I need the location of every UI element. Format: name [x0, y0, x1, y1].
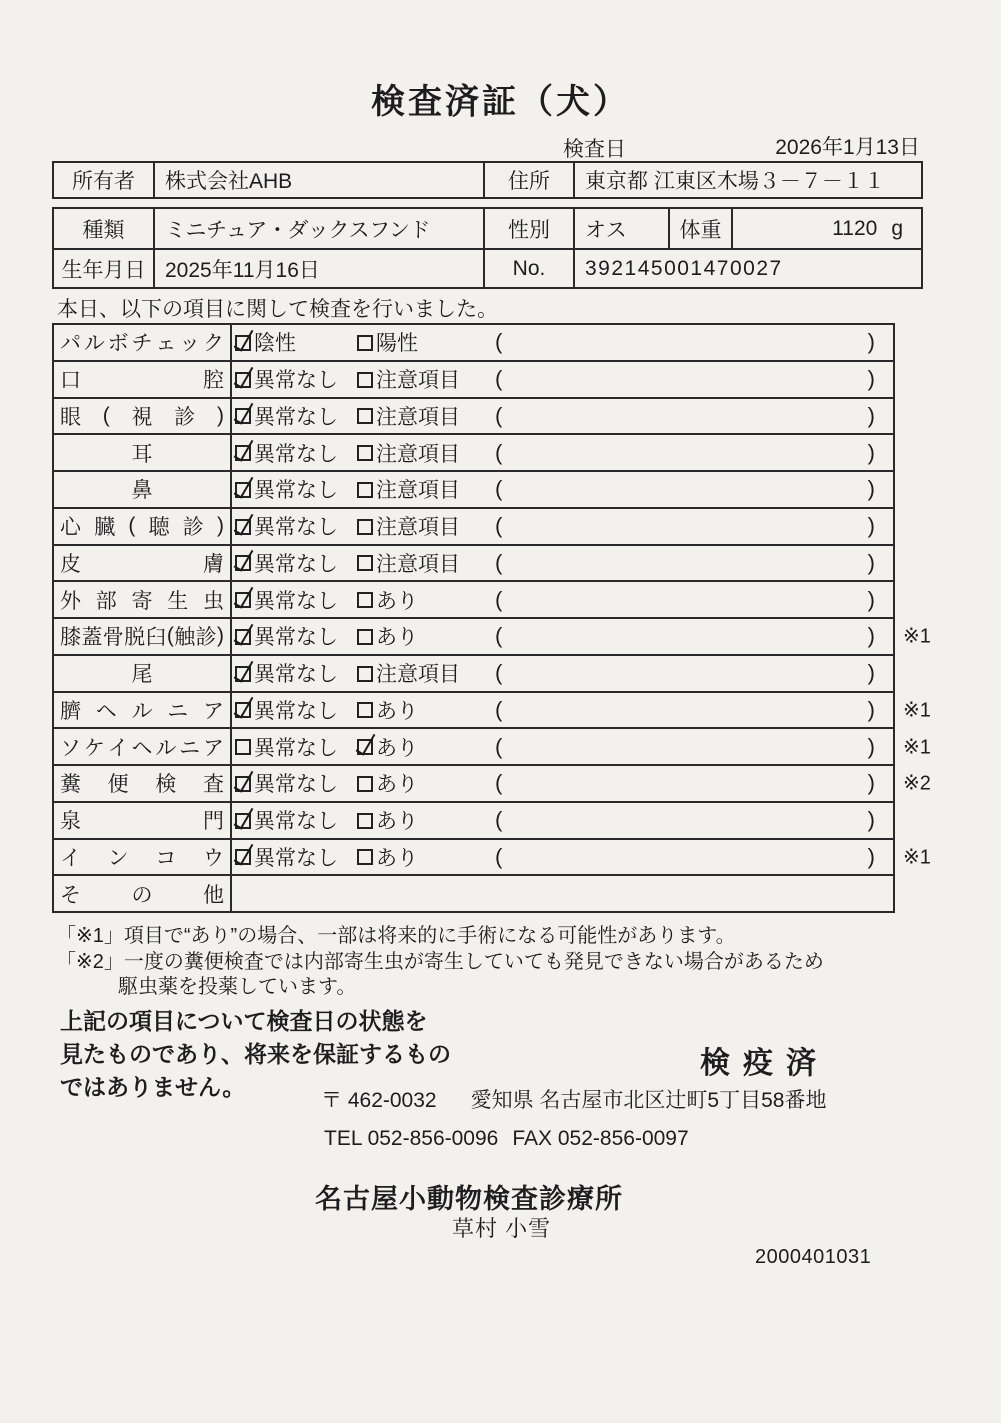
- option-secondary-label: 陽性: [376, 332, 418, 356]
- result-option-secondary: [357, 401, 495, 431]
- option-primary-label: 異常なし: [254, 479, 338, 503]
- exam-item-label: 尾: [54, 656, 232, 691]
- disclaimer-line-1: 上記の項目について検査日の状態を: [60, 1008, 428, 1034]
- remarks-paren-close: ): [867, 696, 875, 722]
- checkbox-secondary: [357, 335, 373, 351]
- checkbox-primary: [235, 555, 251, 571]
- checklist-row: [54, 397, 893, 434]
- exam-item-label: 泉 門: [54, 803, 232, 838]
- checkbox-secondary: [357, 739, 373, 755]
- result-option-secondary: [357, 768, 495, 798]
- clinic-address-line: [321, 1084, 826, 1114]
- result-option-secondary: [357, 511, 495, 541]
- result-option-primary: [235, 768, 357, 798]
- option-primary-label: 異常なし: [254, 405, 338, 429]
- checkbox-primary: [235, 776, 251, 792]
- exam-item-label: イ ン コ ウ: [54, 840, 232, 875]
- checkbox-secondary: [357, 813, 373, 829]
- sex-value: オス: [575, 209, 670, 248]
- result-option-secondary: [357, 732, 495, 762]
- remarks-paren-open: (: [495, 696, 503, 722]
- result-option-primary: [235, 438, 357, 468]
- result-option-primary: [235, 658, 357, 688]
- remarks-paren-close: ): [867, 366, 875, 392]
- remarks-paren-close: ): [867, 586, 875, 612]
- checkbox-primary: [235, 813, 251, 829]
- exam-item-label: パ ル ボ チ ェ ッ ク: [54, 325, 232, 360]
- option-secondary-label: 注意項目: [376, 516, 460, 540]
- footnote-2-line1: 「※2」一度の糞便検査では内部寄生虫が寄生していても発見できない場合があるため: [56, 951, 824, 973]
- exam-item-result: [232, 729, 931, 764]
- exam-item-result: [232, 399, 893, 434]
- result-option-secondary: [357, 658, 495, 688]
- exam-item-result: [232, 325, 893, 360]
- checkbox-primary: [235, 482, 251, 498]
- remarks-paren-open: (: [495, 843, 503, 869]
- result-option-primary: [235, 511, 357, 541]
- checklist-row: [54, 544, 893, 581]
- footnote-1: 「※1」項目で“あり”の場合、一部は将来的に手術になる可能性があります。: [56, 925, 736, 947]
- certificate-no-label: No.: [485, 250, 575, 287]
- address-label: 住所: [485, 163, 575, 197]
- remarks-paren-open: (: [495, 402, 503, 428]
- result-option-secondary: [357, 805, 495, 835]
- breed-value: ミニチュア・ダックスフンド: [155, 209, 485, 248]
- checkbox-primary: [235, 519, 251, 535]
- owner-row: [54, 163, 921, 197]
- checkbox-primary: [235, 372, 251, 388]
- option-primary-label: 異常なし: [254, 442, 338, 466]
- weight-unit: g: [891, 216, 903, 240]
- quarantine-stamp: 検疫済: [700, 1047, 829, 1080]
- result-option-primary: [235, 327, 357, 357]
- remarks-paren-close: ): [867, 549, 875, 575]
- veterinarian-name: 草村 小雪: [452, 1216, 552, 1241]
- checkbox-primary: [235, 666, 251, 682]
- disclaimer-line-2: 見たものであり、将来を保証するもの: [60, 1041, 451, 1067]
- checkbox-secondary: [357, 592, 373, 608]
- option-secondary-label: あり: [376, 736, 418, 760]
- remarks-paren-open: (: [495, 366, 503, 392]
- checklist-row: [54, 470, 893, 507]
- option-secondary-label: あり: [376, 810, 418, 834]
- result-option-primary: [235, 548, 357, 578]
- remarks-paren-open: (: [495, 329, 503, 355]
- result-option-secondary: [357, 621, 495, 651]
- footnote-ref: ※1: [903, 846, 931, 869]
- clinic-name: 名古屋小動物検査診療所: [315, 1184, 623, 1214]
- checklist-row: [54, 433, 893, 470]
- remarks-paren-open: (: [495, 807, 503, 833]
- exam-item-result: [232, 509, 893, 544]
- clinic-fax: FAX 052-856-0097: [512, 1127, 689, 1150]
- document-code: 2000401031: [755, 1246, 872, 1268]
- pet-row-1: [54, 209, 921, 248]
- pet-row-2: [54, 248, 921, 287]
- exam-item-result: [232, 472, 893, 507]
- checkbox-secondary: [357, 555, 373, 571]
- result-option-primary: [235, 842, 357, 872]
- result-option-primary: [235, 364, 357, 394]
- checkbox-secondary: [357, 519, 373, 535]
- exam-item-result: [232, 656, 893, 691]
- checkbox-primary: [235, 629, 251, 645]
- remarks-paren-close: ): [867, 476, 875, 502]
- breed-label: 種類: [54, 209, 155, 248]
- remarks-paren-open: (: [495, 660, 503, 686]
- exam-item-label: 膝 蓋 骨 脱 臼 ( 触 診 ): [54, 619, 232, 654]
- checklist-row: [54, 838, 931, 875]
- result-option-primary: [235, 474, 357, 504]
- clinic-postal-code: 〒 462-0032: [321, 1089, 437, 1112]
- checkbox-secondary: [357, 372, 373, 388]
- result-option-secondary: [357, 842, 495, 872]
- result-option-primary: [235, 695, 357, 725]
- checkbox-secondary: [357, 629, 373, 645]
- result-option-secondary: [357, 327, 495, 357]
- result-option-primary: [235, 805, 357, 835]
- exam-item-label: 鼻: [54, 472, 232, 507]
- option-secondary-label: あり: [376, 626, 418, 650]
- remarks-paren-close: ): [867, 807, 875, 833]
- sex-label: 性別: [485, 209, 575, 248]
- option-primary-label: 異常なし: [254, 773, 338, 797]
- checklist-row: [54, 801, 893, 838]
- exam-item-result: [232, 435, 893, 470]
- remarks-paren-close: ): [867, 770, 875, 796]
- option-primary-label: 異常なし: [254, 663, 338, 687]
- certificate-no-value: 392145001470027: [585, 256, 783, 280]
- exam-checklist: [52, 323, 931, 913]
- exam-item-result: [232, 766, 931, 801]
- exam-item-result: [232, 876, 893, 911]
- option-secondary-label: 注意項目: [376, 552, 460, 576]
- footnote-ref: ※1: [903, 625, 931, 648]
- weight-label: 体重: [670, 209, 733, 248]
- option-secondary-label: 注意項目: [376, 663, 460, 687]
- remarks-paren-open: (: [495, 770, 503, 796]
- option-secondary-label: あり: [376, 699, 418, 723]
- checkbox-primary: [235, 702, 251, 718]
- checkbox-secondary: [357, 408, 373, 424]
- option-secondary-label: あり: [376, 773, 418, 797]
- checklist-row: [54, 325, 893, 360]
- option-secondary-label: あり: [376, 589, 418, 613]
- result-option-secondary: [357, 364, 495, 394]
- checklist-row: [54, 360, 893, 397]
- result-option-secondary: [357, 474, 495, 504]
- exam-item-label: ソ ケ イ ヘ ル ニ ア: [54, 729, 232, 764]
- option-secondary-label: 注意項目: [376, 369, 460, 393]
- option-primary-label: 異常なし: [254, 736, 338, 760]
- option-primary-label: 異常なし: [254, 552, 338, 576]
- result-option-primary: [235, 621, 357, 651]
- exam-item-label: 眼 ( 視 診 ): [54, 399, 232, 434]
- checkbox-primary: [235, 739, 251, 755]
- result-option-secondary: [357, 438, 495, 468]
- exam-item-label: 耳: [54, 435, 232, 470]
- clinic-contact-line: [324, 1127, 689, 1151]
- exam-item-result: [232, 803, 893, 838]
- exam-item-label: 口 腔: [54, 362, 232, 397]
- checklist-intro: 本日、以下の項目に関して検査を行いました。: [57, 298, 498, 321]
- option-primary-label: 異常なし: [254, 369, 338, 393]
- remarks-paren-close: ): [867, 843, 875, 869]
- footnote-ref: ※2: [903, 772, 931, 795]
- remarks-paren-open: (: [495, 513, 503, 539]
- checklist-row: [54, 617, 931, 654]
- exam-date-label: 検査日: [563, 138, 626, 161]
- footnote-ref: ※1: [903, 699, 931, 722]
- checklist-row: [54, 654, 893, 691]
- checkbox-primary: [235, 408, 251, 424]
- remarks-paren-close: ): [867, 733, 875, 759]
- remarks-paren-open: (: [495, 586, 503, 612]
- owner-value: 株式会社AHB: [155, 163, 485, 197]
- exam-item-result: [232, 619, 931, 654]
- option-secondary-label: 注意項目: [376, 442, 460, 466]
- checkbox-secondary: [357, 849, 373, 865]
- option-primary-label: 異常なし: [254, 810, 338, 834]
- result-option-primary: [235, 585, 357, 615]
- remarks-paren-close: ): [867, 623, 875, 649]
- checkbox-primary: [235, 849, 251, 865]
- owner-label: 所有者: [54, 163, 155, 197]
- checklist-row: [54, 727, 931, 764]
- checkbox-primary: [235, 592, 251, 608]
- remarks-paren-open: (: [495, 733, 503, 759]
- page-title: 検査済証（犬）: [371, 83, 630, 121]
- pet-table: [52, 207, 923, 289]
- exam-item-result: [232, 546, 893, 581]
- checkbox-secondary: [357, 776, 373, 792]
- result-option-primary: [235, 732, 357, 762]
- footnote-2-line2: 駆虫薬を投薬しています。: [118, 976, 357, 998]
- remarks-paren-open: (: [495, 549, 503, 575]
- result-option-secondary: [357, 585, 495, 615]
- weight-value: [733, 209, 921, 248]
- exam-item-label: 皮 膚: [54, 546, 232, 581]
- remarks-paren-open: (: [495, 476, 503, 502]
- exam-item-result: [232, 582, 893, 617]
- result-option-secondary: [357, 695, 495, 725]
- option-primary-label: 陰性: [254, 332, 296, 356]
- weight-number: 1120: [832, 216, 878, 240]
- remarks-paren-close: ): [867, 402, 875, 428]
- option-primary-label: 異常なし: [254, 516, 338, 540]
- birthdate-label: 生年月日: [54, 250, 155, 287]
- checkbox-primary: [235, 445, 251, 461]
- clinic-address: 愛知県 名古屋市北区辻町5丁目58番地: [470, 1089, 827, 1112]
- address-value: 東京都 江東区木場３－７－１１: [585, 170, 885, 193]
- checkbox-secondary: [357, 702, 373, 718]
- option-primary-label: 異常なし: [254, 626, 338, 650]
- checkbox-secondary: [357, 666, 373, 682]
- checklist-row: [54, 507, 893, 544]
- owner-table: [52, 161, 923, 199]
- exam-item-label: 外 部 寄 生 虫: [54, 582, 232, 617]
- exam-item-result: [232, 362, 893, 397]
- option-primary-label: 異常なし: [254, 846, 338, 870]
- checkbox-secondary: [357, 482, 373, 498]
- remarks-paren-close: ): [867, 660, 875, 686]
- exam-item-result: [232, 840, 931, 875]
- remarks-paren-close: ): [867, 439, 875, 465]
- checkbox-primary: [235, 335, 251, 351]
- checklist-row: [54, 874, 893, 911]
- checklist-row: [54, 691, 931, 728]
- checklist-row: [54, 580, 893, 617]
- exam-date-value: 2026年1月13日: [775, 136, 920, 159]
- clinic-tel: TEL 052-856-0096: [324, 1127, 499, 1150]
- option-secondary-label: 注意項目: [376, 405, 460, 429]
- option-secondary-label: あり: [376, 846, 418, 870]
- exam-item-label: 臍 ヘ ル ニ ア: [54, 693, 232, 728]
- exam-item-label: そ の 他: [54, 876, 232, 911]
- remarks-paren-close: ): [867, 329, 875, 355]
- checklist-row: [54, 764, 931, 801]
- exam-item-result: [232, 693, 931, 728]
- birthdate-value: 2025年11月16日: [155, 250, 485, 287]
- exam-item-label: 糞 便 検 査: [54, 766, 232, 801]
- checkbox-secondary: [357, 445, 373, 461]
- result-option-secondary: [357, 548, 495, 578]
- result-option-primary: [235, 401, 357, 431]
- option-primary-label: 異常なし: [254, 589, 338, 613]
- option-secondary-label: 注意項目: [376, 479, 460, 503]
- disclaimer-line-3: ではありません。: [60, 1074, 246, 1100]
- remarks-paren-open: (: [495, 623, 503, 649]
- exam-item-label: 心 臓 ( 聴 診 ): [54, 509, 232, 544]
- remarks-paren-open: (: [495, 439, 503, 465]
- option-primary-label: 異常なし: [254, 699, 338, 723]
- footnote-ref: ※1: [903, 736, 931, 759]
- remarks-paren-close: ): [867, 513, 875, 539]
